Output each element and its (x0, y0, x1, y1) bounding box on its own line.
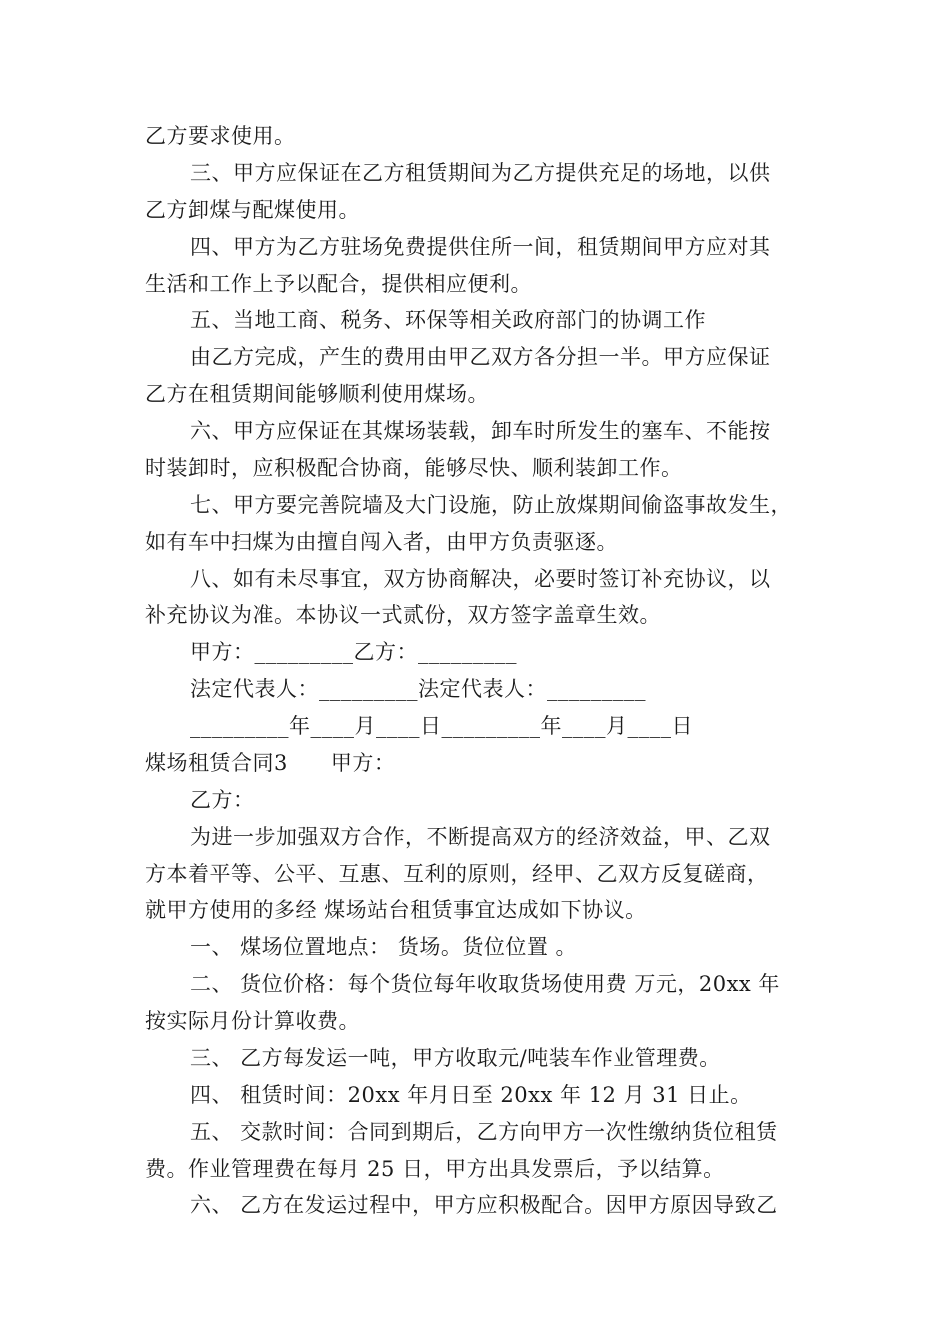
contract-heading: 煤场租赁合同3 甲方： (145, 751, 396, 775)
text-line: 八、如有未尽事宜，双方协商解决，必要时签订补充协议，以 (190, 567, 771, 591)
text-line: 乙方要求使用。 (145, 124, 296, 148)
signature-line-representatives: 法定代表人：_________法定代表人：_________ (190, 677, 646, 701)
text-line: 二、 货位价格：每个货位每年收取货场使用费 万元，20xx 年 (190, 972, 780, 996)
text-line: 一、 煤场位置地点： 货场。货位位置 。 (190, 935, 578, 959)
text-line: 乙方： (190, 788, 255, 812)
text-line: 四、甲方为乙方驻场免费提供住所一间，租赁期间甲方应对其 (190, 235, 771, 259)
text-line: 五、 交款时间：合同到期后，乙方向甲方一次性缴纳货位租赁 (190, 1120, 778, 1144)
text-line: 为进一步加强双方合作，不断提高双方的经济效益，甲、乙双 (190, 825, 771, 849)
text-line: 乙方在租赁期间能够顺利使用煤场。 (145, 382, 489, 406)
signature-line-parties: 甲方：_________乙方：_________ (190, 640, 517, 664)
text-line: 六、 乙方在发运过程中，甲方应积极配合。因甲方原因导致乙 (190, 1193, 778, 1217)
text-line: 费。作业管理费在每月 25 日，甲方出具发票后，予以结算。 (145, 1157, 725, 1181)
text-line: 补充协议为准。本协议一式贰份，双方签字盖章生效。 (145, 603, 661, 627)
text-line: 三、 乙方每发运一吨，甲方收取元/吨装车作业管理费。 (190, 1046, 721, 1070)
text-line: 五、当地工商、税务、环保等相关政府部门的协调工作 (190, 308, 706, 332)
text-line: 按实际月份计算收费。 (145, 1009, 360, 1033)
signature-line-dates: _________年____月____日_________年____月____日 (190, 714, 693, 738)
text-line: 四、 租赁时间：20xx 年月日至 20xx 年 12 月 31 日止。 (190, 1083, 752, 1107)
text-line: 由乙方完成，产生的费用由甲乙双方各分担一半。甲方应保证 (190, 345, 771, 369)
text-line: 就甲方使用的多经 煤场站台租赁事宜达成如下协议。 (145, 898, 647, 922)
text-line: 七、甲方要完善院墙及大门设施，防止放煤期间偷盗事故发生， (190, 493, 792, 517)
text-line: 生活和工作上予以配合，提供相应便利。 (145, 272, 532, 296)
text-line: 三、甲方应保证在乙方租赁期间为乙方提供充足的场地，以供 (190, 161, 771, 185)
text-line: 如有车中扫煤为由擅自闯入者，由甲方负责驱逐。 (145, 530, 618, 554)
text-line: 六、甲方应保证在其煤场装载，卸车时所发生的塞车、不能按 (190, 419, 771, 443)
text-line: 时装卸时，应积极配合协商，能够尽快、顺利装卸工作。 (145, 456, 683, 480)
text-line: 方本着平等、公平、互惠、互利的原则，经甲、乙双方反复磋商， (145, 862, 769, 886)
text-line: 乙方卸煤与配煤使用。 (145, 198, 360, 222)
